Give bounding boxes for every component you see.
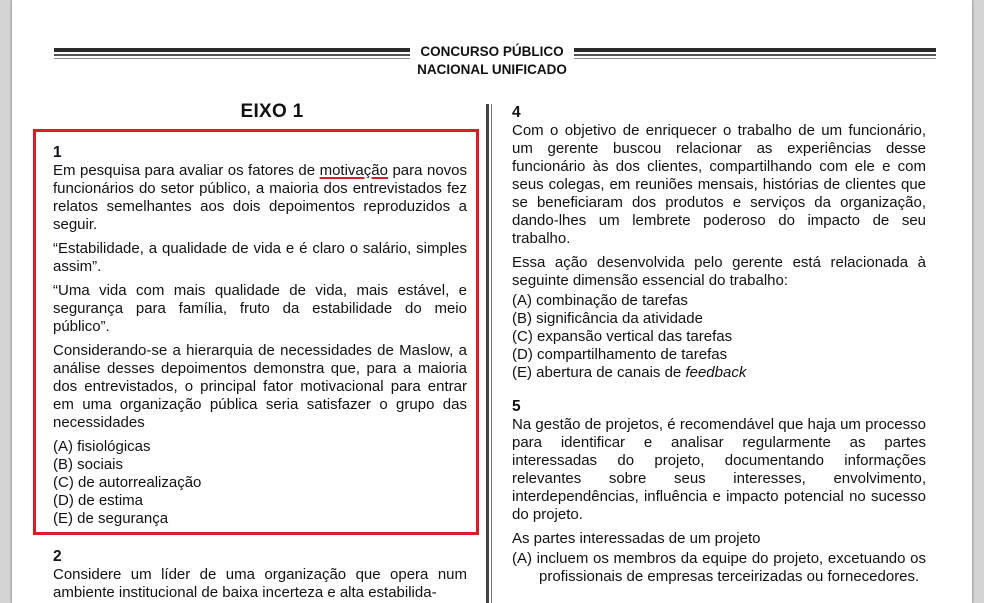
question-4-options: [512, 292, 926, 382]
option[interactable]: (A) incluem os membros da equipe do projeto, excetuando os profissionais de empresas terceirizadas ou fornecedores.: [512, 550, 926, 585]
question-4-prompt: Essa ação desenvolvida pelo gerente está relacionada à seguinte dimensão essencial do trabalho:: [512, 254, 926, 289]
header-title-line2: NACIONAL UNIFICADO: [417, 62, 567, 77]
option[interactable]: (B) sociais: [53, 456, 124, 473]
question-5-prompt: As partes interessadas de um projeto: [512, 530, 761, 547]
option[interactable]: (E) de segurança: [53, 510, 169, 527]
question-4-number: 4: [512, 104, 521, 121]
question-1-quote-2: “Uma vida com mais qualidade de vida, mais estável, e segurança para família, fruto da estabilidade do meio público”.: [53, 282, 467, 335]
question-5: [512, 398, 926, 586]
option[interactable]: (C) de autorrealização: [53, 474, 202, 491]
highlighted-word: motivação: [319, 162, 388, 179]
question-1-options: [53, 438, 467, 528]
question-4-stem: Com o objetivo de enriquecer o trabalho de um funcionário, um gerente buscou relacionar as experiências desse funcionário às dos clientes, compartilhando com ele e com seus colegas, em reuniões mensais, histórias de clientes que se beneficiaram dos produtos e serviços da organização, dando-lhes um lembrete poderoso do impacto de seu trabalho.: [512, 122, 926, 247]
option[interactable]: (D) de estima: [53, 492, 144, 509]
option[interactable]: (A) fisiológicas: [53, 438, 151, 455]
option[interactable]: (B) significância da atividade: [512, 310, 703, 327]
option[interactable]: (D) compartilhamento de tarefas: [512, 346, 728, 363]
header-rule-right: [574, 48, 936, 60]
exam-page: [12, 0, 972, 603]
question-4: [512, 104, 926, 382]
question-2-stem: Considere um líder de uma organização que opera num ambiente institucional de baixa incerteza e alta estabilida-: [53, 566, 467, 601]
option[interactable]: (C) expansão vertical das tarefas: [512, 328, 733, 345]
section-title: EIXO 1: [240, 101, 304, 122]
header-title-line1: CONCURSO PÚBLICO: [420, 44, 564, 59]
question-5-number: 5: [512, 398, 521, 415]
question-1-number: 1: [53, 144, 62, 161]
question-1-quote-1: “Estabilidade, a qualidade de vida e é claro o salário, simples assim”.: [53, 240, 467, 275]
question-1: [53, 144, 467, 528]
header-rule-left: [54, 48, 410, 60]
option[interactable]: (E) abertura de canais de feedback: [512, 364, 747, 381]
question-1-prompt: Considerando-se a hierarquia de necessidades de Maslow, a análise desses depoimentos demonstra que, para a maioria dos entrevistados, o principal fator motivacional para entrar em uma organização pública seria satisfazer o grupo das necessidades: [53, 342, 467, 431]
question-2-number: 2: [53, 548, 62, 565]
option[interactable]: (A) combinação de tarefas: [512, 292, 688, 309]
question-5-stem: Na gestão de projetos, é recomendável que haja um processo para identificar e analisar regularmente as partes interessadas do projeto, documentando informações relevantes sobre seus interesses, envolvimento, interdependências, influência e impacto potencial no sucesso do projeto.: [512, 416, 926, 523]
question-1-stem: Em pesquisa para avaliar os fatores de motivação para novos funcionários do setor público, a maioria dos entrevistados fez relatos semelhantes aos dois depoimentos reproduzidos a seguir.: [53, 162, 468, 233]
column-divider: [486, 104, 494, 603]
question-2: [53, 548, 467, 602]
